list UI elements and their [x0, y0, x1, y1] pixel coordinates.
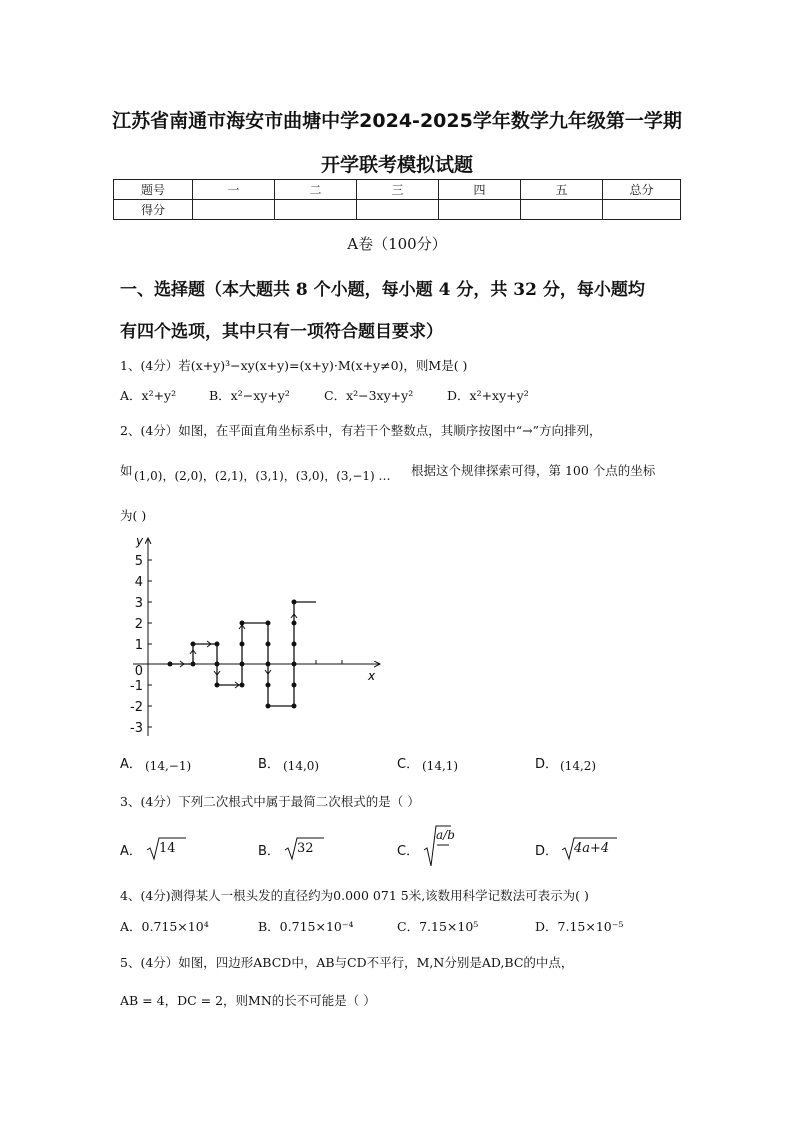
y-tick-label: 3 [134, 596, 143, 611]
header-cell: 一 [193, 180, 275, 200]
y-tick-label: -1 [130, 679, 143, 694]
q2-option-a-value: (14,−1) [145, 759, 192, 773]
q2-option-c-value: (14,1) [422, 759, 459, 773]
q3-option-a[interactable]: A． [120, 844, 142, 859]
q5-stem-line-2: AB = 4，DC = 2，则MN的长不可能是（ ） [120, 993, 376, 1008]
y-tick-label: 4 [134, 575, 143, 590]
y-tick-label: -2 [130, 700, 143, 715]
q3-stem: 3、(4分）下列二次根式中属于最简二次根式的是（ ） [120, 794, 420, 809]
radicand: 32 [297, 841, 314, 856]
q3-option-c[interactable]: C． [397, 844, 420, 859]
y-tick-label: 1 [134, 638, 143, 653]
y-tick-label: 0 [134, 664, 143, 679]
score-table-header-row [114, 180, 681, 200]
q2-option-b[interactable]: B． [258, 757, 280, 772]
score-cell[interactable] [521, 200, 603, 220]
row-label: 得分 [114, 200, 193, 220]
section-heading-line-1: 一、选择题（本大题共 8 个小题，每小题 4 分，共 32 分，每小题均 [120, 280, 645, 300]
title-line-1: 江苏省南通市海安市曲塘中学2024-2025学年数学九年级第一学期 [112, 110, 682, 132]
radicand: 4a+4 [574, 841, 610, 856]
q2-option-d[interactable]: D． [535, 757, 559, 772]
x-axis-label: x [368, 669, 376, 683]
score-table-score-row [114, 200, 681, 220]
q2-stem-line-1: 2、(4分）如图，在平面直角坐标系中，有若干个整数点，其顺序按图中“→”方向排列， [120, 423, 602, 438]
q1-option-c[interactable]: C．x²−3xy+y² [324, 388, 414, 403]
score-cell[interactable] [357, 200, 439, 220]
score-cell[interactable] [603, 200, 681, 220]
q1-stem: 1、(4分）若(x+y)³−xy(x+y)=(x+y)·M(x+y≠0)，则M是( ) [120, 358, 468, 373]
header-cell: 三 [357, 180, 439, 200]
y-tick-label: 2 [134, 617, 143, 632]
radicand: a/b [436, 828, 455, 842]
y-axis-label: y [136, 534, 144, 548]
q2-option-d-value: (14,2) [560, 759, 597, 773]
section-heading-line-2: 有四个选项，其中只有一项符合题目要求） [120, 322, 443, 342]
q2-prefix: 如 [120, 463, 133, 478]
q4-stem: 4、(4分)测得某人一根头发的直径约为0.000 071 5米,该数用科学记数法可表示为( ) [120, 888, 589, 903]
q5-stem-line-1: 5、(4分）如图，四边形ABCD中，AB与CD不平行，M,N分别是AD,BC的中点， [120, 955, 574, 970]
q3-option-b[interactable]: B． [258, 844, 280, 859]
q2-stem-line-3: 为( ) [120, 508, 147, 523]
score-cell[interactable] [439, 200, 521, 220]
q1-option-a[interactable]: A．x²+y² [120, 388, 177, 403]
q2-coordinate-graph [118, 530, 388, 745]
title-line-2: 开学联考模拟试题 [320, 154, 473, 176]
paper-label: A卷（100分） [347, 235, 447, 253]
radicand: 14 [159, 841, 176, 856]
header-cell: 五 [521, 180, 603, 200]
point-path [170, 602, 316, 706]
q4-option-a[interactable]: A．0.715×10⁴ [120, 919, 209, 934]
y-tick-label: -3 [130, 721, 143, 736]
header-cell: 题号 [114, 180, 193, 200]
y-tick-label: 5 [134, 554, 143, 569]
q2-point-sequence: (1,0)，(2,0)，(2,1)，(3,1)，(3,0)，(3,−1) … [134, 469, 391, 483]
q1-option-d[interactable]: D．x²+xy+y² [447, 388, 529, 403]
q4-option-d[interactable]: D．7.15×10⁻⁵ [535, 919, 624, 934]
q4-option-b[interactable]: B．0.715×10⁻⁴ [258, 919, 354, 934]
q1-option-b[interactable]: B．x²−xy+y² [209, 388, 290, 403]
header-cell: 总分 [603, 180, 681, 200]
score-cell[interactable] [193, 200, 275, 220]
q2-option-c[interactable]: C． [397, 757, 420, 772]
q2-option-b-value: (14,0) [283, 759, 320, 773]
score-table [113, 179, 681, 220]
header-cell: 四 [439, 180, 521, 200]
q4-option-c[interactable]: C．7.15×10⁵ [397, 919, 479, 934]
q3-option-d[interactable]: D． [535, 844, 559, 859]
q2-suffix: 根据这个规律探索可得，第 100 个点的坐标 [411, 463, 656, 478]
score-cell[interactable] [275, 200, 357, 220]
q2-option-a[interactable]: A． [120, 757, 142, 772]
header-cell: 二 [275, 180, 357, 200]
